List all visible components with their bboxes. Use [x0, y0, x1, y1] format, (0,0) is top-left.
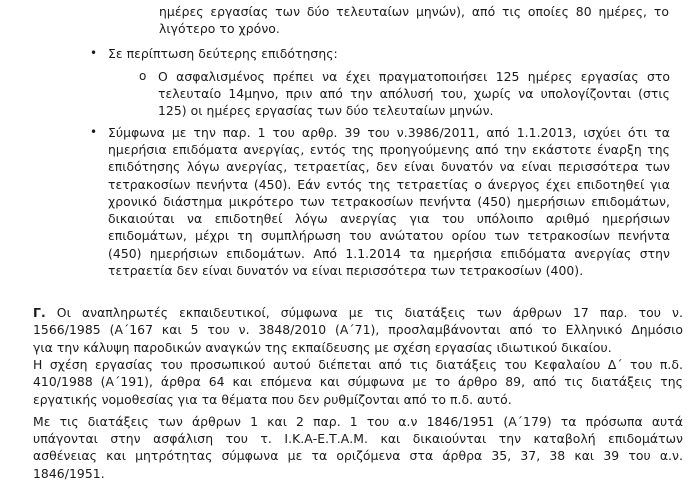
paragraph-line: 410/1988 (Α΄191), άρθρα 64 και επόμενα και σύμφωνα με το άρθρο 89, από τις διατάξεις της — [33, 374, 683, 389]
paragraph-line: Σύμφωνα με την παρ. 1 του αρθρ. 39 του ν.3986/2011, από 1.1.2013, ισχύει ότι τα — [108, 125, 670, 140]
paragraph-line: Ο ασφαλισμένος πρέπει να έχει πραγματοποιήσει 125 ημέρες εργασίας στο — [158, 69, 670, 84]
paragraph-text: Οι αναπληρωτές εκπαιδευτικοί, σύμφωνα με τις διατάξεις των άρθρων 17 παρ. του ν. — [45, 305, 683, 320]
paragraph-line: για την κάλυψη παροδικών αναγκών της εκπαίδευσης με σχέση εργασίας ιδιωτικού δικαίου. — [33, 340, 612, 355]
paragraph-line: 1846/1951. — [33, 466, 105, 481]
paragraph-line: 1566/1985 (Α΄167 και 5 του ν. 3848/2010 (Α΄71), προσλαμβάνονται από το Ελληνικό Δημόσιο — [33, 322, 683, 337]
paragraph-line: Με τις διατάξεις των άρθρων 1 και 2 παρ. 1 του α.ν 1846/1951 (Α΄179) τα πρόσωπα αυτά — [33, 414, 683, 429]
section-letter: Γ. — [33, 305, 46, 320]
sub-bullet-icon: o — [139, 69, 147, 83]
paragraph-line: τετραετία δεν είναι δυνατόν να είναι περισσότερα των τετρακοσίων (400). — [108, 263, 584, 278]
paragraph-line: δικαιούται να επιδοτηθεί λόγω ανεργίας για του υπόλοιπο αριθμό ημερήσιων — [108, 211, 670, 226]
paragraph-line: ημέρες εργασίας των δύο τελευταίων μηνών), από τις οποίες 80 ημέρες, το — [159, 4, 669, 19]
paragraph-line: υπάγονται στην ασφάλιση του τ. Ι.Κ.Α-Ε.Τ.Α.Μ. και δικαιούνται την καταβολή επιδομάτων — [33, 431, 683, 446]
paragraph-line: εργατικής νομοθεσίας για τα θέματα που δεν ρυθμίζονται από το π.δ. αυτό. — [33, 392, 512, 407]
paragraph-line: τελευταίο 14μηνο, πριν από την απόλυσή του, χωρίς να υπολογίζονται (στις — [158, 86, 670, 101]
paragraph-line: 125) οι ημέρες εργασίας των δύο τελευταίων μηνών. — [158, 103, 494, 118]
paragraph-line: λιγότερο το χρόνο. — [159, 21, 280, 36]
paragraph-line: Η σχέση εργασίας του προσωπικού αυτού διέπεται από τις διατάξεις του Κεφαλαίου Δ΄ του π.δ. — [33, 357, 683, 372]
paragraph-line: χρονικό διάστημα μικρότερο των τετρακοσίων πενήντα (450) ημερήσιων επιδομάτων, — [108, 194, 670, 209]
paragraph-line: ασθένειας και μητρότητας σύμφωνα με τα οριζόμενα στα άρθρα 35, 37, 38 και 39 του α.ν. — [33, 448, 683, 463]
paragraph-line: ημερήσια επιδόματα ανεργίας, εντός της προηγούμενης από την εκάστοτε έναρξη της — [108, 142, 670, 157]
paragraph-line: επιδότησης λόγω ανεργίας, τετραετίας, δεν είναι δυνατόν να είναι περισσότερα των — [108, 159, 670, 174]
bullet-icon: • — [90, 125, 98, 139]
section-g-first-line — [33, 304, 683, 321]
bullet-icon: • — [90, 46, 98, 60]
paragraph-line: τετρακοσίων πενήντα (450). Εάν εντός της τετραετίας ο άνεργος έχει επιδοτηθεί για — [108, 177, 670, 192]
paragraph-line: (450) ημερήσιων επιδομάτων. Από 1.1.2014 τα ημερήσια επιδόματα ανεργίας στην — [108, 246, 670, 261]
paragraph-line: Σε περίπτωση δεύτερης επιδότησης: — [108, 46, 338, 61]
paragraph-line: επιδομάτων, μέχρι τη συμπλήρωση του ανώτατου ορίου των τετρακοσίων πενήντα — [108, 228, 670, 243]
